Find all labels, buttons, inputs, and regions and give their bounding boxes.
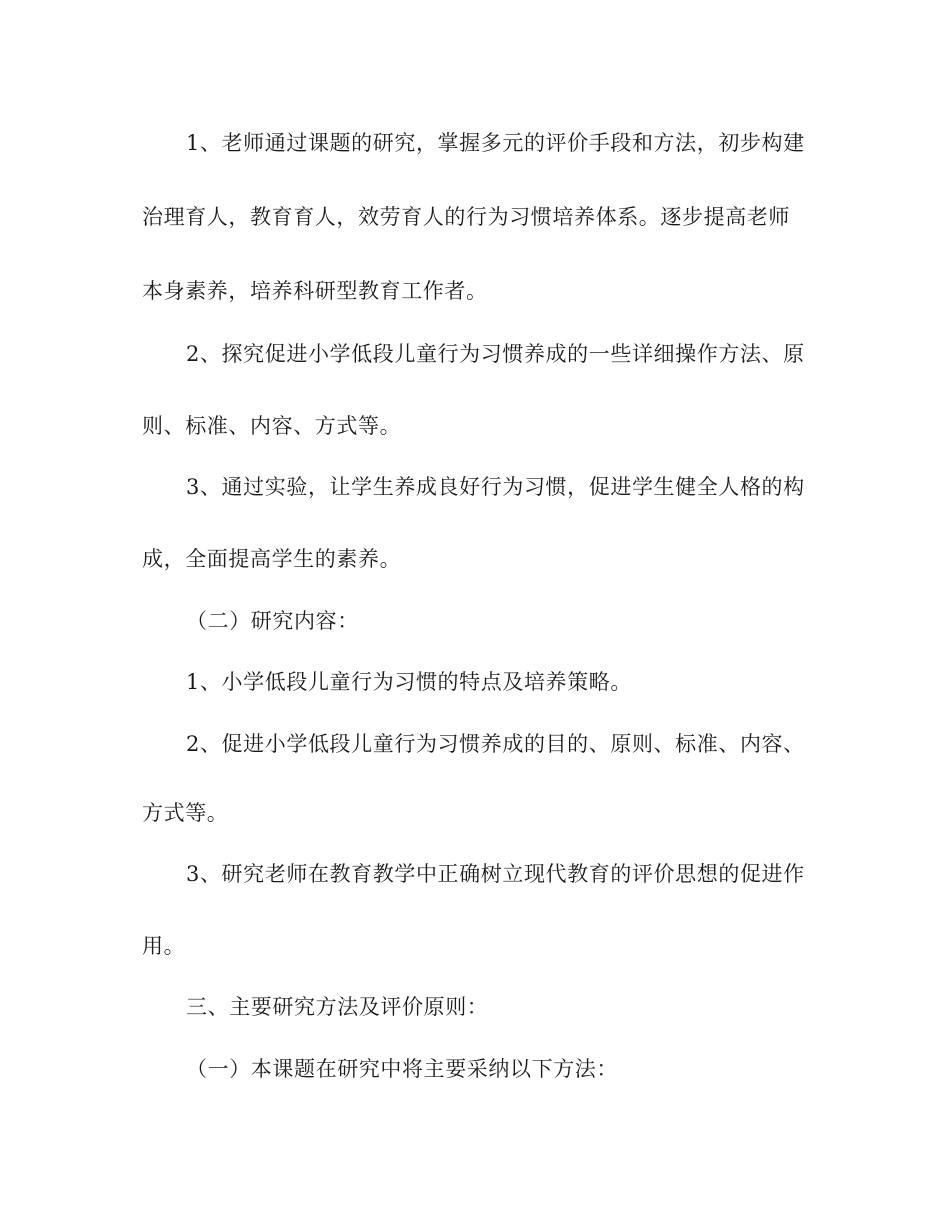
- paragraph-line: 则、标准、内容、方式等。: [142, 414, 402, 438]
- paragraph-line: 1、小学低段儿童行为习惯的特点及培养策略。: [186, 670, 632, 694]
- paragraph-line: 方式等。: [142, 801, 229, 825]
- section-heading: （一）本课题在研究中将主要采纳以下方法：: [186, 1057, 618, 1081]
- paragraph-line: 治理育人，教育育人，效劳育人的行为习惯培养体系。逐步提高老师: [142, 205, 790, 229]
- paragraph-line: 1、老师通过课题的研究，掌握多元的评价手段和方法，初步构建: [186, 131, 805, 155]
- paragraph-line: 成，全面提高学生的素养。: [142, 547, 402, 571]
- paragraph-line: 2、促进小学低段儿童行为习惯养成的目的、原则、标准、内容、: [186, 732, 805, 756]
- section-heading: 三、主要研究方法及评价原则：: [186, 995, 489, 1019]
- paragraph-line: 本身素养，培养科研型教育工作者。: [142, 279, 488, 303]
- paragraph-line: 3、通过实验，让学生养成良好行为习惯，促进学生健全人格的构: [186, 475, 805, 499]
- section-heading: （二）研究内容：: [186, 609, 359, 633]
- paragraph-line: 2、探究促进小学低段儿童行为习惯养成的一些详细操作方法、原: [186, 342, 805, 366]
- paragraph-line: 3、研究老师在教育教学中正确树立现代教育的评价思想的促进作: [186, 862, 805, 886]
- paragraph-line: 用。: [142, 934, 186, 958]
